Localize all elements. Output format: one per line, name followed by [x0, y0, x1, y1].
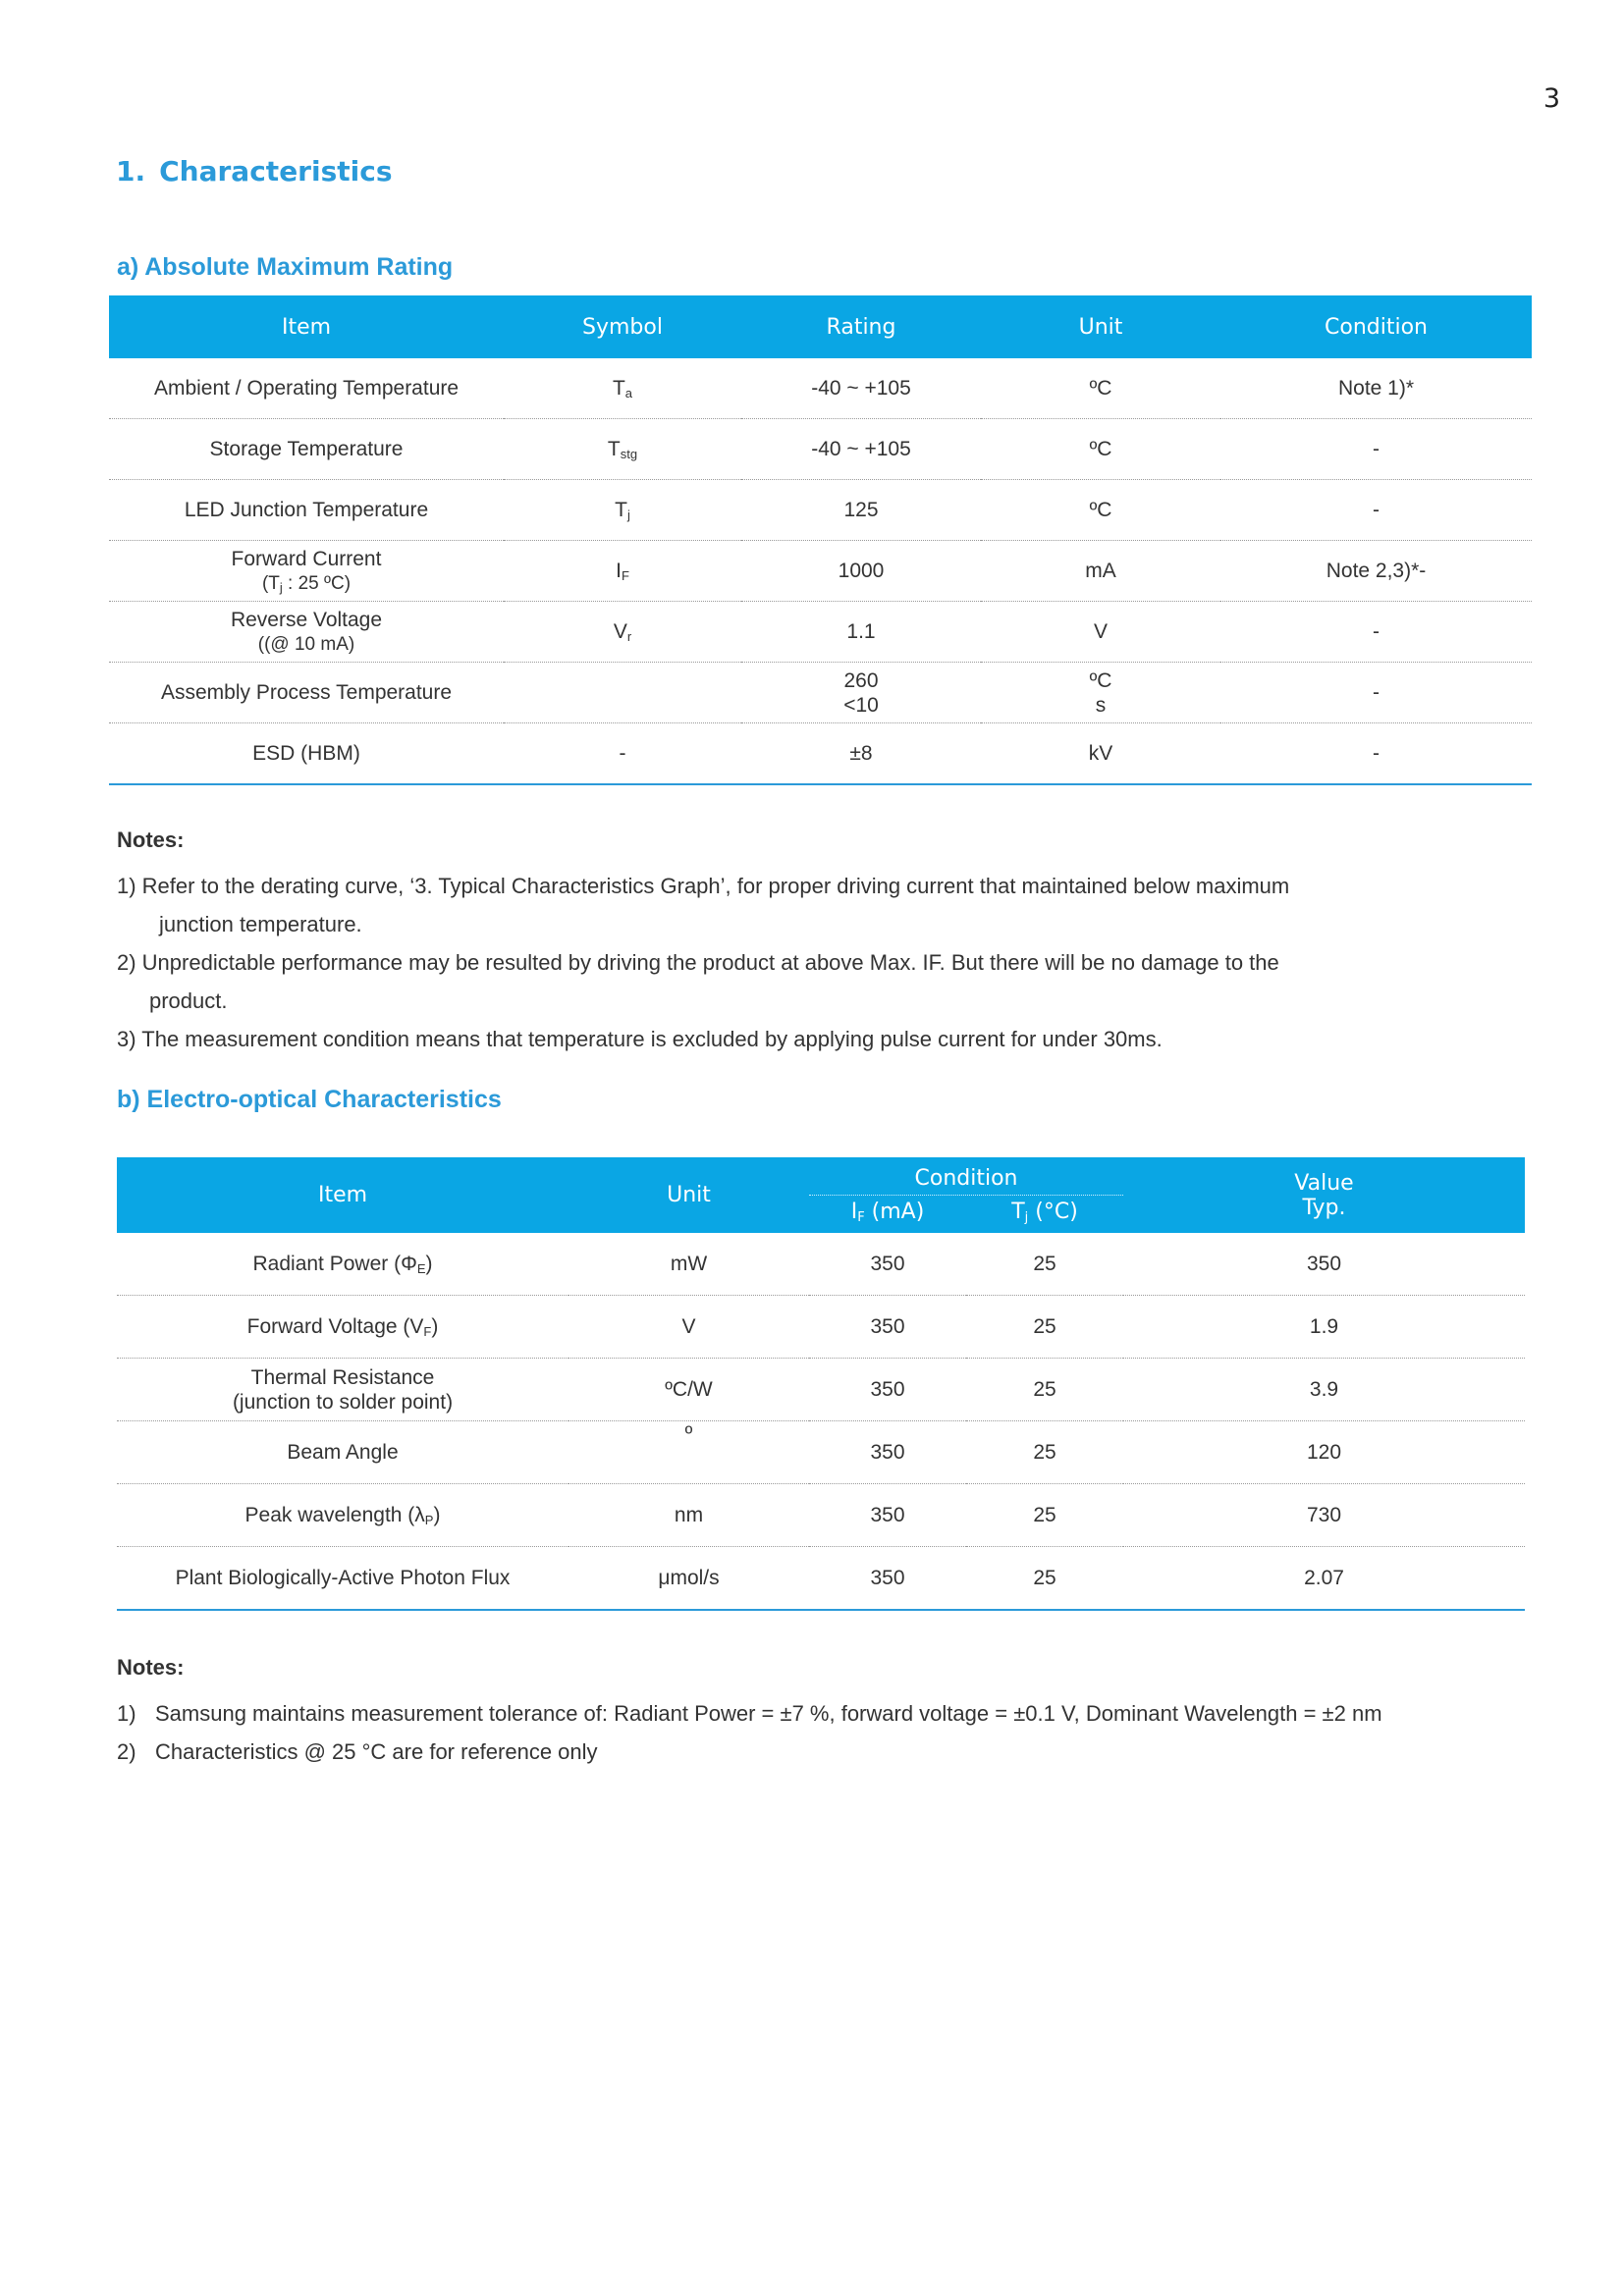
cell-unit: ºC	[981, 419, 1220, 480]
absolute-maximum-rating-table	[109, 295, 1532, 785]
cell-if: 350	[809, 1421, 966, 1484]
cell-rating: ±8	[741, 723, 981, 785]
note-line: product.	[149, 988, 228, 1013]
cell-typ: 3.9	[1123, 1359, 1525, 1421]
cell-typ: 350	[1123, 1233, 1525, 1296]
cell-item: Forward Voltage $(V_F)$	[117, 1296, 568, 1359]
cell-unit: ºC s	[981, 663, 1220, 723]
cell-item: LED Junction Temperature	[109, 480, 504, 541]
cell-unit: º	[568, 1421, 809, 1484]
cell-symbol: $T_{stg}$	[504, 419, 741, 480]
col-header-unit: Unit	[568, 1157, 809, 1233]
col-header-symbol: Symbol	[504, 295, 741, 358]
abs-max-heading: a) Absolute Maximum Rating	[117, 253, 454, 281]
cell-if: 350	[809, 1296, 966, 1359]
cell-unit: ºC	[981, 358, 1220, 419]
cell-rating: 1000	[741, 541, 981, 602]
cell-unit: μmol/s	[568, 1547, 809, 1611]
cell-item: Peak wavelength $(\lambda_P)$	[117, 1484, 568, 1547]
cell-unit: kV	[981, 723, 1220, 785]
note-line: 2) Unpredictable performance may be resulted by driving the product at above Max. IF. But there will be no damage to the	[117, 950, 1279, 975]
cell-item: Forward Current ($T_j$ : 25 ºC)	[109, 541, 504, 602]
cell-typ: 120	[1123, 1421, 1525, 1484]
cell-tj: 25	[966, 1296, 1123, 1359]
electro-optical-table	[117, 1157, 1525, 1611]
cell-symbol: $V_r$	[504, 602, 741, 663]
cell-if: 350	[809, 1484, 966, 1547]
cell-tj: 25	[966, 1359, 1123, 1421]
col-header-tj: $T_j$ (°C)	[1011, 1200, 1078, 1225]
cell-tj: 25	[966, 1547, 1123, 1611]
table-row	[109, 602, 1532, 663]
table-row	[109, 358, 1532, 419]
col-header-item: Item	[109, 295, 504, 358]
col-header-unit: Unit	[981, 295, 1220, 358]
cell-condition: -	[1220, 419, 1532, 480]
cell-symbol: $T_j$	[504, 480, 741, 541]
cell-if: 350	[809, 1359, 966, 1421]
cell-item: Thermal Resistance (junction to solder point)	[117, 1359, 568, 1421]
cell-unit: ºC	[981, 480, 1220, 541]
cell-symbol	[504, 663, 741, 723]
table-row	[117, 1359, 1525, 1421]
cell-typ: 730	[1123, 1484, 1525, 1547]
cell-typ: 1.9	[1123, 1296, 1525, 1359]
cell-item: ESD (HBM)	[109, 723, 504, 785]
note-line: 2) Characteristics @ 25 °C are for reference only	[117, 1739, 598, 1764]
note-line: 3) The measurement condition means that temperature is excluded by applying pulse current for under 30ms.	[117, 1027, 1163, 1051]
col-header-item: Item	[117, 1157, 568, 1233]
cell-condition: -	[1220, 723, 1532, 785]
note-line: junction temperature.	[159, 912, 362, 936]
cell-unit: ºC/W	[568, 1359, 809, 1421]
table-row	[109, 723, 1532, 785]
cell-condition: Note 1)*	[1220, 358, 1532, 419]
cell-typ: 2.07	[1123, 1547, 1525, 1611]
notes-a	[117, 828, 1289, 1058]
cell-symbol: $I_F$	[504, 541, 741, 602]
section-number: 1.	[116, 155, 146, 187]
cell-condition: Note 2,3)*-	[1220, 541, 1532, 602]
cell-rating: -40 ~ +105	[741, 358, 981, 419]
note-line: 1) Refer to the derating curve, ‘3. Typical Characteristics Graph’, for proper driving current that maintained below maximum	[117, 874, 1290, 898]
cell-if: 350	[809, 1547, 966, 1611]
cell-item: Beam Angle	[117, 1421, 568, 1484]
cell-unit: mW	[568, 1233, 809, 1296]
cell-symbol: $T_a$	[504, 358, 741, 419]
cell-rating: 260 <10	[741, 663, 981, 723]
section-title-text: Characteristics	[159, 155, 393, 187]
cell-condition: -	[1220, 602, 1532, 663]
cell-condition: -	[1220, 480, 1532, 541]
cell-condition: -	[1220, 663, 1532, 723]
cell-symbol: -	[504, 723, 741, 785]
cell-unit: V	[568, 1296, 809, 1359]
cell-item: Plant Biologically-Active Photon Flux	[117, 1547, 568, 1611]
table-row	[117, 1547, 1525, 1611]
table-row	[109, 541, 1532, 602]
table-row	[109, 419, 1532, 480]
cell-unit: V	[981, 602, 1220, 663]
cell-item: Ambient / Operating Temperature	[109, 358, 504, 419]
table-row	[117, 1233, 1525, 1296]
table-row	[117, 1421, 1525, 1484]
col-header-if: $I_F$ (mA)	[850, 1200, 925, 1225]
cell-item: Storage Temperature	[109, 419, 504, 480]
cell-item: Radiant Power $(\Phi_E)$	[117, 1233, 568, 1296]
notes-title: Notes:	[117, 1655, 185, 1680]
cell-unit: mA	[981, 541, 1220, 602]
electro-heading: b) Electro-optical Characteristics	[117, 1086, 502, 1113]
cell-if: 350	[809, 1233, 966, 1296]
cell-rating: -40 ~ +105	[741, 419, 981, 480]
table-row	[117, 1484, 1525, 1547]
table-row	[117, 1296, 1525, 1359]
table-row	[109, 663, 1532, 723]
cell-rating: 1.1	[741, 602, 981, 663]
cell-unit: nm	[568, 1484, 809, 1547]
col-header-condition: Condition $I_F$ (mA) $T_j$ (°C)	[809, 1157, 1123, 1233]
table-row	[109, 480, 1532, 541]
col-header-rating: Rating	[741, 295, 981, 358]
cell-tj: 25	[966, 1233, 1123, 1296]
note-line: 1) Samsung maintains measurement tolerance of: Radiant Power = ±7 %, forward voltage = ±0.1 V, Dominant Wavelength = ±2 nm	[117, 1701, 1382, 1726]
col-header-condition: Condition	[1220, 295, 1532, 358]
notes-title: Notes:	[117, 828, 185, 852]
cell-tj: 25	[966, 1421, 1123, 1484]
cell-rating: 125	[741, 480, 981, 541]
col-header-value: Value Typ.	[1123, 1157, 1525, 1233]
cell-item: Reverse Voltage ((@ 10 mA)	[109, 602, 504, 663]
page-number: 3	[1543, 83, 1560, 114]
table-header-row	[117, 1157, 1525, 1233]
section-title	[116, 155, 393, 187]
cell-item: Assembly Process Temperature	[109, 663, 504, 723]
notes-b	[117, 1655, 1382, 1771]
table-header-row	[109, 295, 1532, 358]
cell-tj: 25	[966, 1484, 1123, 1547]
